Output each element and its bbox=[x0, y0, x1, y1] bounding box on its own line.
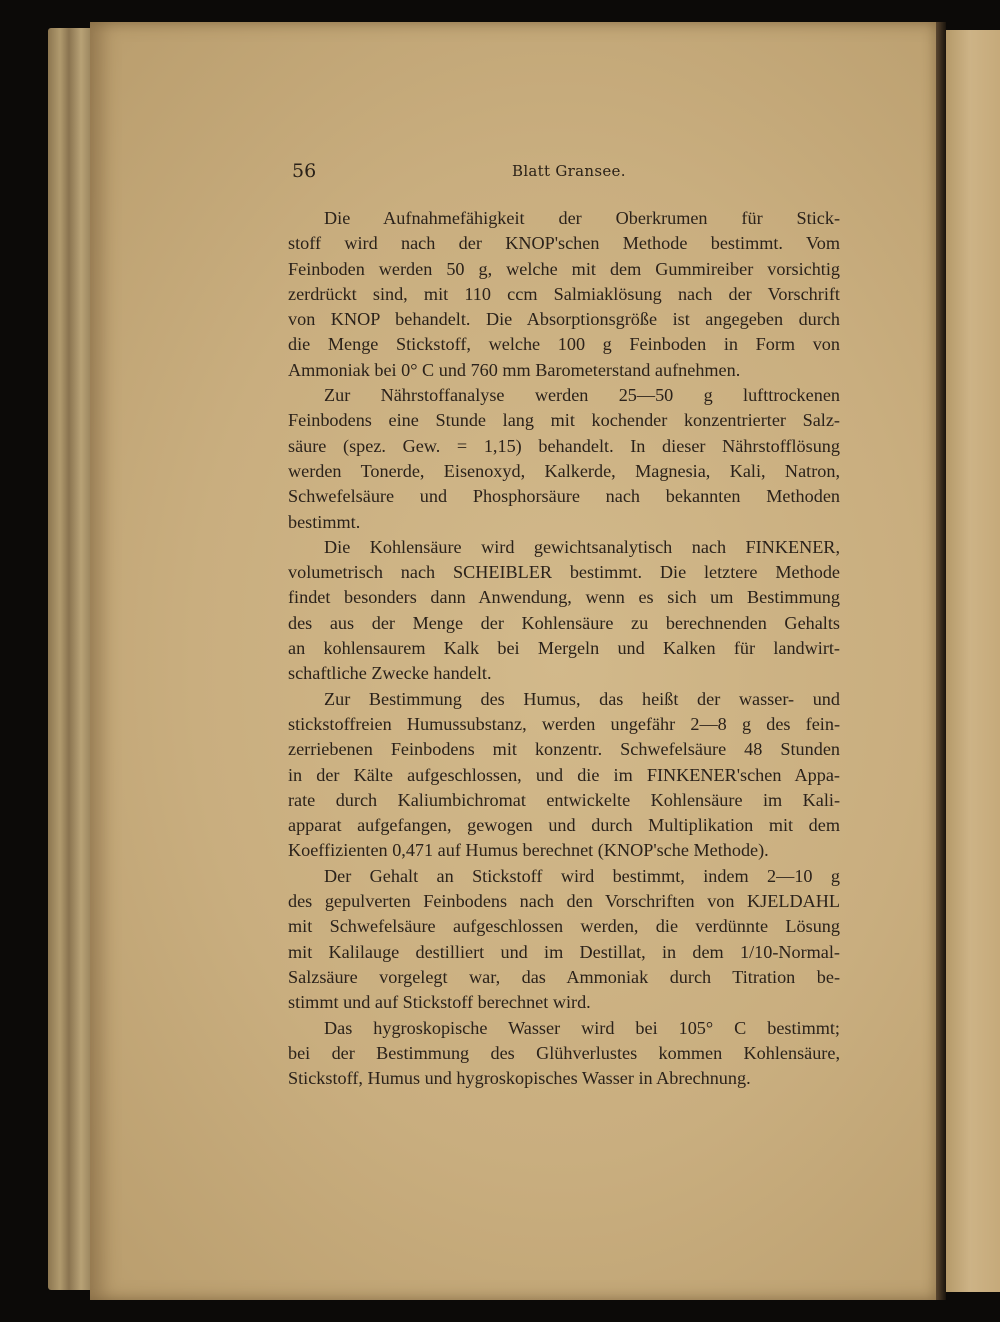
text-line: Salzsäure vorgelegt war, das Ammoniak durch Titration be- bbox=[288, 966, 840, 987]
text-line: Schwefelsäure und Phosphorsäure nach bekannten Methoden bbox=[288, 486, 840, 507]
text-line: von KNOP behandelt. Die Absorptionsgröße ist angegeben durch bbox=[288, 309, 840, 330]
text-line: apparat aufgefangen, gewogen und durch Multiplikation mit dem bbox=[288, 815, 840, 836]
text-line: Der Gehalt an Stickstoff wird bestimmt, indem 2—10 g bbox=[324, 865, 840, 886]
text-line: Das hygroskopische Wasser wird bei 105° C bestimmt; bbox=[324, 1017, 840, 1038]
text-line: des aus der Menge der Kohlensäure zu berechnenden Gehalts bbox=[288, 612, 840, 633]
text-line: stickstoffreien Humussubstanz, werden ungefähr 2—8 g des fein- bbox=[288, 713, 840, 734]
book-gutter bbox=[936, 22, 946, 1300]
facing-page-edge bbox=[946, 30, 1000, 1292]
text-line: die Menge Stickstoff, welche 100 g Feinboden in Form von bbox=[288, 334, 840, 355]
text-line: rate durch Kaliumbichromat entwickelte Kohlensäure im Kali- bbox=[288, 789, 840, 810]
text-line: in der Kälte aufgeschlossen, und die im FINKENER'schen Appa- bbox=[288, 764, 840, 785]
text-line: Ammoniak bei 0° C und 760 mm Barometerstand aufnehmen. bbox=[288, 359, 741, 380]
text-line: Die Kohlensäure wird gewichtsanalytisch nach FINKENER, bbox=[324, 536, 840, 557]
text-line: Feinboden werden 50 g, welche mit dem Gummireiber vorsichtig bbox=[288, 258, 840, 279]
text-line: Feinbodens eine Stunde lang mit kochender konzentrierter Salz- bbox=[288, 410, 840, 431]
text-line: stoff wird nach der KNOP'schen Methode bestimmt. Vom bbox=[288, 233, 840, 254]
text-line: Zur Nährstoffanalyse werden 25—50 g lufttrockenen bbox=[324, 385, 840, 406]
text-line: volumetrisch nach SCHEIBLER bestimmt. Die letztere Methode bbox=[288, 562, 840, 583]
running-title: Blatt Gransee. bbox=[512, 162, 626, 180]
text-line: werden Tonerde, Eisenoxyd, Kalkerde, Magnesia, Kali, Natron, bbox=[288, 460, 840, 481]
text-line: an kohlensaurem Kalk bei Mergeln und Kalken für landwirt- bbox=[288, 638, 840, 659]
text-line: bei der Bestimmung des Glühverlustes kommen Kohlensäure, bbox=[288, 1042, 840, 1063]
text-line: zerriebenen Feinbodens mit konzentr. Schwefelsäure 48 Stunden bbox=[288, 739, 840, 760]
text-line: mit Schwefelsäure aufgeschlossen werden, die verdünnte Lösung bbox=[288, 916, 840, 937]
text-line: zerdrückt sind, mit 110 ccm Salmiaklösung nach der Vorschrift bbox=[288, 283, 840, 304]
text-line: Stickstoff, Humus und hygroskopisches Wasser in Abrechnung. bbox=[288, 1068, 751, 1089]
text-line: bestimmt. bbox=[288, 511, 361, 532]
text-line: Zur Bestimmung des Humus, das heißt der wasser- und bbox=[324, 688, 840, 709]
text-line: stimmt und auf Stickstoff berechnet wird. bbox=[288, 992, 591, 1013]
text-line: des gepulverten Feinbodens nach den Vorschriften von KJELDAHL bbox=[288, 891, 840, 912]
text-line: säure (spez. Gew. = 1,15) behandelt. In dieser Nährstofflösung bbox=[288, 435, 840, 456]
text-line: findet besonders dann Anwendung, wenn es sich um Bestimmung bbox=[288, 587, 840, 608]
body-text bbox=[288, 206, 840, 1091]
text-line: Die Aufnahmefähigkeit der Oberkrumen für Stick- bbox=[324, 208, 840, 228]
page-number: 56 bbox=[292, 160, 317, 182]
text-line: Koeffizienten 0,471 auf Humus berechnet (KNOP'sche Methode). bbox=[288, 840, 769, 861]
running-head bbox=[292, 160, 840, 188]
text-line: mit Kalilauge destilliert und im Destillat, in dem 1/10-Normal- bbox=[288, 941, 840, 962]
text-line: schaftliche Zwecke handelt. bbox=[288, 663, 492, 684]
